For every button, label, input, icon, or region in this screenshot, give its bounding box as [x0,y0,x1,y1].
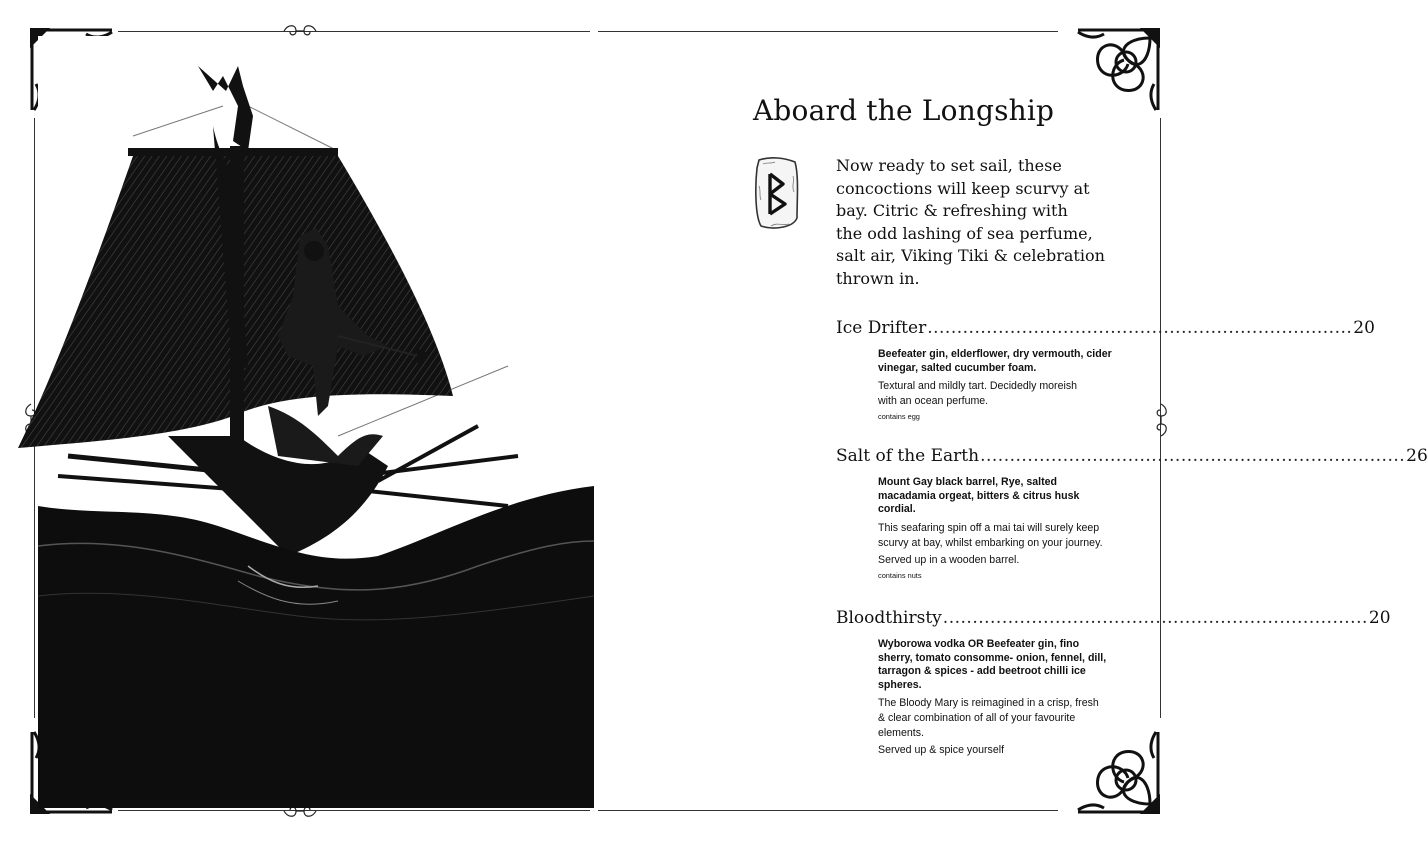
drink-bloodthirsty [836,608,1391,760]
drink-heading [836,318,1375,338]
drink-heading [836,446,1428,466]
drink-serving-note: Served up & spice yourself [878,744,1005,757]
drink-name: Ice Drifter [836,318,927,338]
drink-price: 20 [1353,318,1375,338]
intro-line: Now ready to set sail, these [836,156,1062,175]
allergen-note: contains egg [878,412,920,422]
dot-leader: ........................................................................ [927,318,1353,338]
intro-line: concoctions will keep scurvy at [836,178,1090,198]
dot-leader: ........................................................................ [980,446,1406,466]
drink-name: Salt of the Earth [836,446,980,466]
drink-serving-note: Served up in a wooden barrel. [878,553,1020,566]
intro-line: the odd lashing of sea perfume, [836,223,1093,243]
drink-ice-drifter [836,318,1375,422]
drink-ingredients: Beefeater gin, elderflower, dry vermouth, cider vinegar, salted cucumber foam. [878,348,1112,374]
drink-price: 20 [1368,608,1391,628]
allergen-note: contains nuts [878,570,922,580]
berkano-rune-stone-icon [753,156,799,232]
drink-ingredients: Mount Gay black barrel, Rye, salted macadamia orgeat, bitters & citrus husk cordial. [878,476,1080,516]
drink-heading [836,608,1391,628]
section-intro [836,155,1136,291]
intro-line: thrown in. [836,268,920,288]
intro-line: salt air, Viking Tiki & celebration [836,246,1105,266]
drink-description: Textural and mildly tart. Decidedly moreish with an ocean perfume. [878,380,1078,408]
drink-description: This seafaring spin off a mai tai will surely keep scurvy at bay, whilst embarking on your journey. [878,521,1103,549]
right-flourish-icon [1152,402,1170,438]
page-title: Aboard the Longship [753,94,1055,127]
frame-top-left [118,31,590,32]
frame-top-right [598,31,1058,32]
frame-bottom-right [598,810,1058,811]
intro-line: bay. Citric & refreshing with [836,201,1068,221]
drink-ingredients: Wyborowa vodka OR Beefeater gin, fino sherry, tomato consomme- onion, fennel, dill, tarragon & spices - add beetroot chilli ice spheres. [878,638,1107,691]
dot-leader: ........................................................................ [942,608,1368,628]
longship-illustration [38,36,594,808]
drink-description: The Bloody Mary is reimagined in a crisp, fresh & clear combination of all of your favourite elements. [878,697,1099,740]
drink-name: Bloodthirsty [836,608,942,628]
drink-price: 26 [1406,446,1428,466]
frame-bottom-left [118,810,590,811]
drink-salt-of-the-earth [836,446,1428,580]
